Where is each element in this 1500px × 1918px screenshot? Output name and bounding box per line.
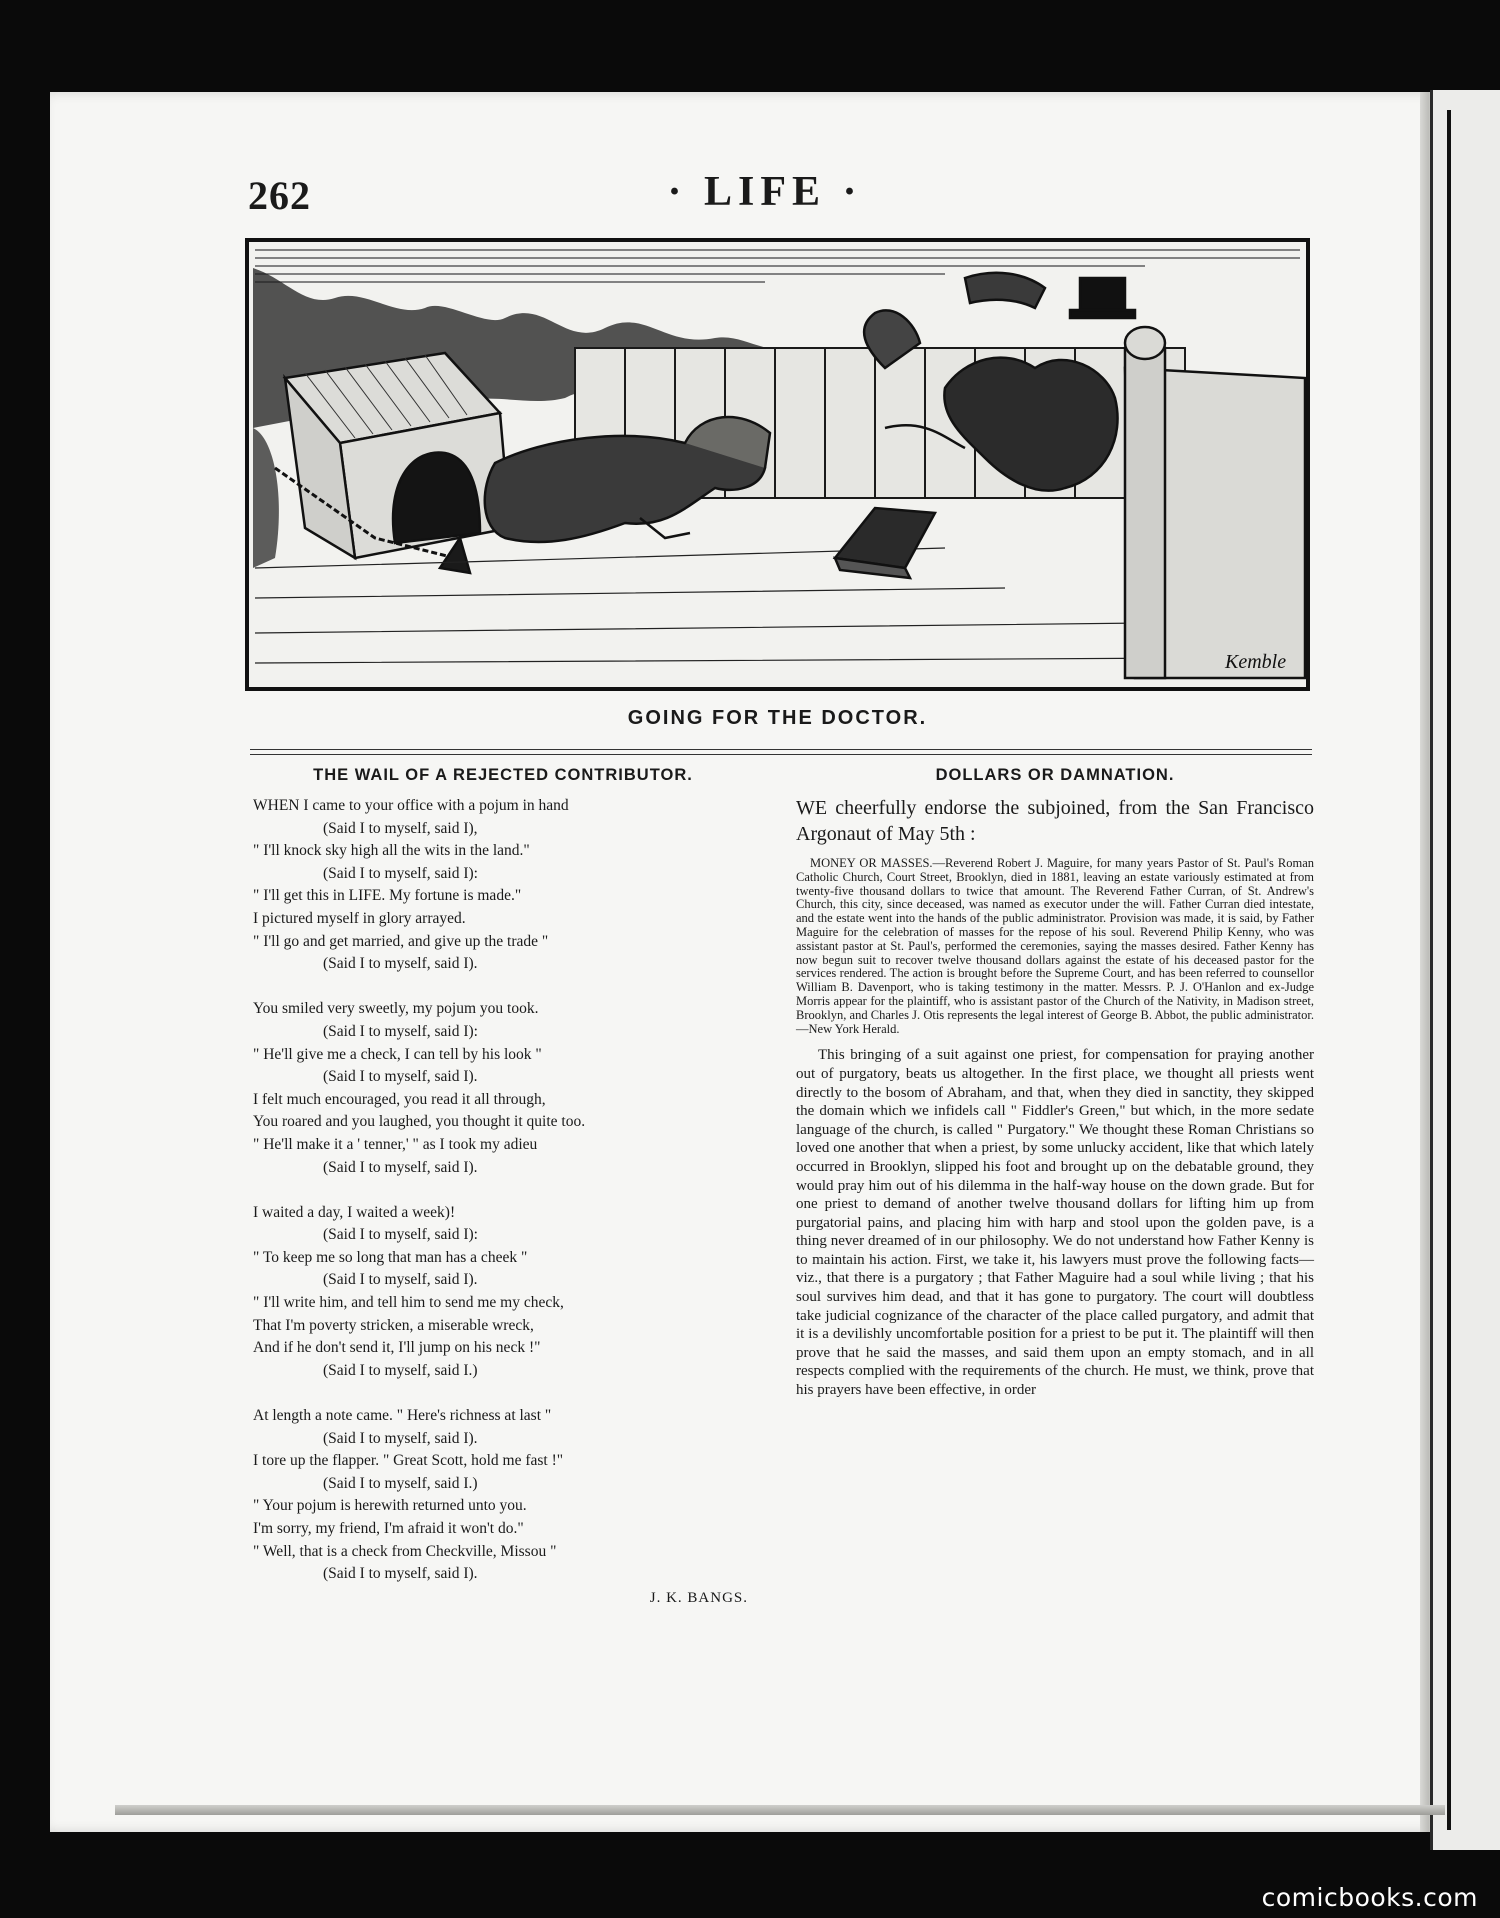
poem-line: " To keep me so long that man has a cheek " — [253, 1248, 528, 1266]
section-rule — [250, 754, 1312, 755]
poem-line: (Said I to myself, said I). — [323, 1271, 478, 1289]
poem-line: WHEN I came to your office with a pojum in hand — [253, 797, 569, 814]
poem-signature: J. K. BANGS. — [649, 1589, 748, 1606]
article-body: This bringing of a suit against one priest, for compensation for praying another out of purgatory, beats us altogether. In the first place, we thought all priests went directly to the bosom of Abraham, and that, when they died in sanctity, they skipped the domain which we infidels call " Fiddler's Green," but which, in the more sedate language of the church, is called " Purgatory." We thought these Roman Christians so loved one another that when a priest, by some unlucky accident, like that which lately occurred in Brooklyn, slipped his foot and brought up on the debatable ground, they would pray him out of his dilemma in the half-way house on the down grade. But for one priest to demand of another twelve thousand dollars for lifting him up from purgatorial pains, and placing him with harp and stool upon the golden pave, is a thing never dreamed of in our philosophy. We do not understand how Father Kenny is to maintain his action. First, we take it, his lawyers must prove the following facts—viz., that there is a purgatory ; that Father Maguire had a soul while living ; that his soul survives him dead, and that it has gone to purgatory. The court will doubtless take judicial cognizance of the character of the place called purgatory, and admit that it is a devilishly uncomfortable position for a priest to be put it. The plaintiff will then prove that he said the masses, and said them upon an empty stomach, and in all respects complied with the requirements of the church. He must, we think, prove that his prayers have been effective, in order — [796, 1047, 1314, 1399]
poem-line: (Said I to myself, said I), — [323, 819, 478, 837]
article-title: DOLLARS OR DAMNATION. — [935, 766, 1175, 784]
page-bottom-edge — [115, 1805, 1445, 1815]
article-column — [796, 766, 1314, 1400]
poem-line: And if he don't send it, I'll jump on his neck !" — [253, 1339, 541, 1357]
page-number: 262 — [248, 173, 311, 218]
poem-body — [253, 795, 753, 1586]
poem-line: (Said I to myself, said I). — [323, 1068, 478, 1086]
watermark: comicbooks.com — [1261, 1883, 1478, 1912]
poem-line: (Said I to myself, said I.) — [323, 1474, 478, 1492]
poem-line: I tore up the flapper. " Great Scott, hold me fast !" — [253, 1452, 564, 1470]
section-rule — [250, 749, 1312, 750]
poem-line: (Said I to myself, said I). — [323, 955, 478, 973]
poem-line: " I'll get this in LIFE. My fortune is made." — [253, 887, 522, 905]
illustration-caption: GOING FOR THE DOCTOR. — [627, 707, 928, 729]
poem-line: " He'll make it a ' tenner,' " as I took my adieu — [253, 1135, 538, 1153]
poem-line: That I'm poverty stricken, a miserable wreck, — [253, 1316, 534, 1334]
article-intro: WE cheerfully endorse the subjoined, from the San Francisco Argonaut of May 5th : — [796, 797, 1314, 845]
stanza-gap — [253, 1382, 753, 1405]
poem-line: " Well, that is a check from Checkville, Missou " — [253, 1542, 557, 1560]
poem-line: I waited a day, I waited a week)! — [253, 1203, 456, 1221]
poem-line: You smiled very sweetly, my pojum you took. — [253, 1000, 539, 1018]
poem-line: " I'll go and get married, and give up the trade " — [253, 932, 549, 950]
artist-signature: Kemble — [1225, 651, 1287, 673]
poem-line: I'm sorry, my friend, I'm afraid it won't do." — [253, 1520, 524, 1537]
poem-line: " I'll write him, and tell him to send me my check, — [253, 1294, 564, 1312]
newspaper-clipping: MONEY OR MASSES.—Reverend Robert J. Maguire, for many years Pastor of St. Paul's Roman Catholic Church, Court Street, Brooklyn, died in 1881, leaving an estate variously estimated at from twenty-five thousand dollars to twice that amount. The Reverend Father Curran, of St. Andrew's Church, this city, since deceased, was named as executor under the will. Father Curran died intestate, and the estate went into the hands of the public administrator. Provision was made, it is said, by Father Maguire for the celebration of masses for the repose of his soul. Reverend Philip Kenny, who was assistant pastor at St. Paul's, performed the ceremonies, saying the masses desired. Father Kenny has now begun suit to recover twelve thousand dollars against the estate of his deceased pastor for the services rendered. The action is brought before the Supreme Court, and has been referred to counsellor William B. Davenport, who is taking testimony in the matter. Messrs. P. J. O'Hanlon and ex-Judge Morris appear for the plaintiff, who is assistant pastor of the Church of the Nativity, in Madison street, Brooklyn, and Charles J. Otis represents the legal interest of George B. Abbot, the public administrator.—New York Herald. — [796, 856, 1314, 1036]
cartoon-illustration — [245, 238, 1310, 691]
poem-line: I felt much encouraged, you read it all through, — [253, 1090, 546, 1108]
poem-column — [253, 766, 753, 1607]
poem-title: THE WAIL OF A REJECTED CONTRIBUTOR. — [313, 766, 693, 784]
masthead-title: · LIFE · — [667, 169, 863, 215]
poem-line: (Said I to myself, said I). — [323, 1429, 478, 1447]
adjacent-page — [1430, 90, 1500, 1850]
poem-line: You roared and you laughed, you thought it quite too. — [253, 1113, 586, 1131]
gate-post — [1125, 327, 1305, 678]
poem-line: " Your pojum is herewith returned unto you. — [253, 1497, 527, 1515]
stanza-gap — [253, 1179, 753, 1202]
poem-line: (Said I to myself, said I): — [323, 1226, 478, 1244]
poem-line: (Said I to myself, said I.) — [323, 1361, 478, 1379]
poem-line: (Said I to myself, said I): — [323, 864, 478, 882]
poem-line: At length a note came. " Here's richness at last " — [253, 1407, 552, 1425]
poem-line: (Said I to myself, said I). — [323, 1565, 478, 1583]
stanza-gap — [253, 976, 753, 999]
poem-line: (Said I to myself, said I): — [323, 1022, 478, 1040]
poem-line: " He'll give me a check, I can tell by his look " — [253, 1045, 542, 1063]
poem-line: " I'll knock sky high all the wits in the land." — [253, 842, 530, 860]
poem-line: (Said I to myself, said I). — [323, 1158, 478, 1176]
poem-line: I pictured myself in glory arrayed. — [253, 909, 466, 927]
